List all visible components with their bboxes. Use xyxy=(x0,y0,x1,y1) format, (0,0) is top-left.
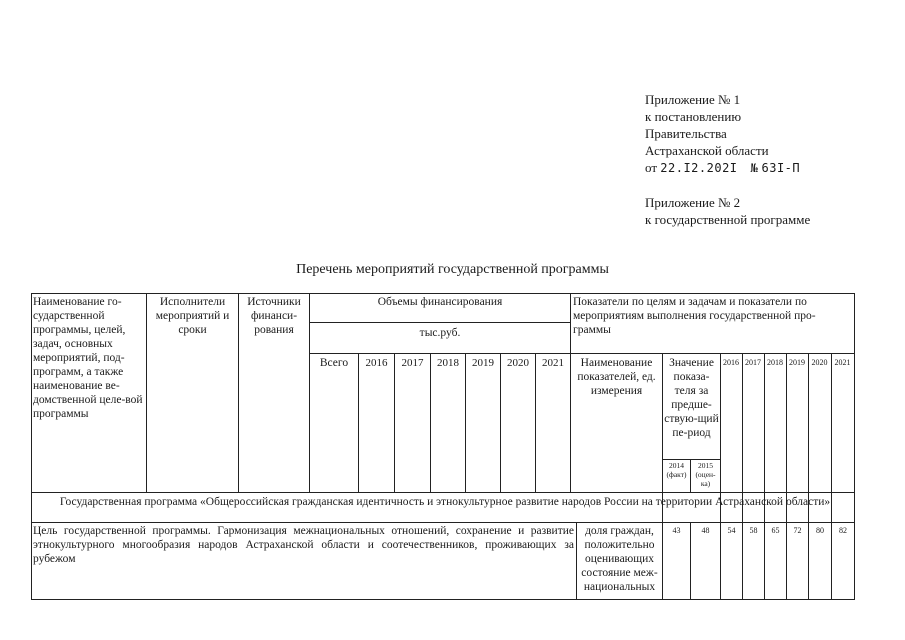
table-border-bottom xyxy=(31,599,855,600)
table-rule-v xyxy=(786,353,787,600)
header-funding-volumes: Объемы финансирования xyxy=(377,296,503,308)
goal-value: 65 xyxy=(771,526,780,535)
table-rule-v xyxy=(535,353,536,492)
number-label: № xyxy=(750,161,759,175)
appendix-date-line xyxy=(645,159,800,177)
document-title: Перечень мероприятий государственной программы xyxy=(296,262,609,277)
header-program-name: Наименование го-сударственной программы, целей, задач, основных мероприятий, под-программ, а также наименование ве-домственной целе-вой программы xyxy=(33,296,143,420)
header-fin-year: 2021 xyxy=(542,357,564,369)
goal-value: 43 xyxy=(672,526,681,535)
table-border-right xyxy=(854,293,855,600)
handwritten-date: 22.I2.202I xyxy=(660,161,738,175)
table-rule xyxy=(309,322,570,323)
appendix-2-line: к государственной программе xyxy=(645,212,811,227)
appendix-1-line: Правительства xyxy=(645,126,727,141)
header-fin-year: 2020 xyxy=(507,357,529,369)
header-fin-year: 2019 xyxy=(472,357,494,369)
table-rule-v xyxy=(831,353,832,600)
table-rule-v xyxy=(500,353,501,492)
table-rule-v xyxy=(358,353,359,492)
handwritten-number: 63I-П xyxy=(761,161,801,175)
goal-value: 72 xyxy=(793,526,802,535)
header-total: Всего xyxy=(319,357,349,369)
header-ind-year: 2020 xyxy=(811,358,828,367)
appendix-1-line: Приложение № 1 xyxy=(645,92,741,107)
table-rule-v xyxy=(720,353,721,600)
header-funding-sources: Источники финанси-рования xyxy=(247,296,301,336)
table-rule-v xyxy=(764,353,765,600)
goal-text: Цель государственной программы. Гармонизация межнациональных отношений, сохранение и развитие этнокультурного многообразия народов Астраханской области и соотечественников, проживающих за рубежом xyxy=(33,525,574,565)
table-rule xyxy=(662,459,721,460)
header-fin-year: 2016 xyxy=(365,357,388,369)
date-prefix: от xyxy=(645,160,658,175)
program-row: Государственная программа «Общероссийская гражданская идентичность и этнокультурное развитие народов России на территории Астраханской области» xyxy=(59,496,831,508)
appendix-1-line: Астраханской области xyxy=(645,143,769,158)
appendix-1-block xyxy=(645,91,800,177)
header-executors: Исполнители мероприятий и сроки xyxy=(155,296,230,336)
header-ind-year: 2019 xyxy=(789,358,805,367)
table-rule xyxy=(309,353,855,354)
goal-indicator: доля граждан, положительно оценивающих состояние меж-национальных xyxy=(581,525,658,593)
appendix-2-line: Приложение № 2 xyxy=(645,195,741,210)
goal-value: 82 xyxy=(839,526,847,535)
table-rule-v xyxy=(808,353,809,600)
table-rule xyxy=(31,492,855,493)
header-ind-year: 2021 xyxy=(834,358,851,367)
table-rule xyxy=(31,522,855,523)
goal-value: 58 xyxy=(749,526,758,535)
header-ind-year: 2016 xyxy=(723,358,739,367)
header-fin-year: 2017 xyxy=(401,357,424,369)
header-ind-year: 2018 xyxy=(767,358,783,367)
table-border-left xyxy=(31,293,32,600)
header-prev-year-estimate: 2015 (оцен-ка) xyxy=(695,461,716,488)
table-rule-v xyxy=(465,353,466,492)
table-rule-v xyxy=(238,293,239,492)
header-indicator-name: Наименование показателей, ед. измерения xyxy=(577,357,656,397)
table-rule-v xyxy=(394,353,395,492)
header-units: тыс.руб. xyxy=(419,327,461,339)
appendix-2-block xyxy=(645,194,810,228)
header-prev-value: Значение показа-теля за предше-ствую-щий пе-риод xyxy=(664,357,719,439)
goal-value: 54 xyxy=(727,526,736,535)
goal-value: 80 xyxy=(816,526,824,535)
header-fin-year: 2018 xyxy=(437,357,459,369)
table-rule-v xyxy=(309,293,310,492)
header-indicators: Показатели по целям и задачам и показатели по мероприятиям выполнения государственной про-граммы xyxy=(573,296,816,336)
table-rule-v xyxy=(430,353,431,492)
header-prev-year-fact: 2014 (факт) xyxy=(666,461,687,479)
table-border-top xyxy=(31,293,855,294)
table-rule-v xyxy=(742,353,743,600)
header-ind-year: 2017 xyxy=(745,358,761,367)
goal-value: 48 xyxy=(701,526,710,535)
appendix-1-line: к постановлению xyxy=(645,109,742,124)
